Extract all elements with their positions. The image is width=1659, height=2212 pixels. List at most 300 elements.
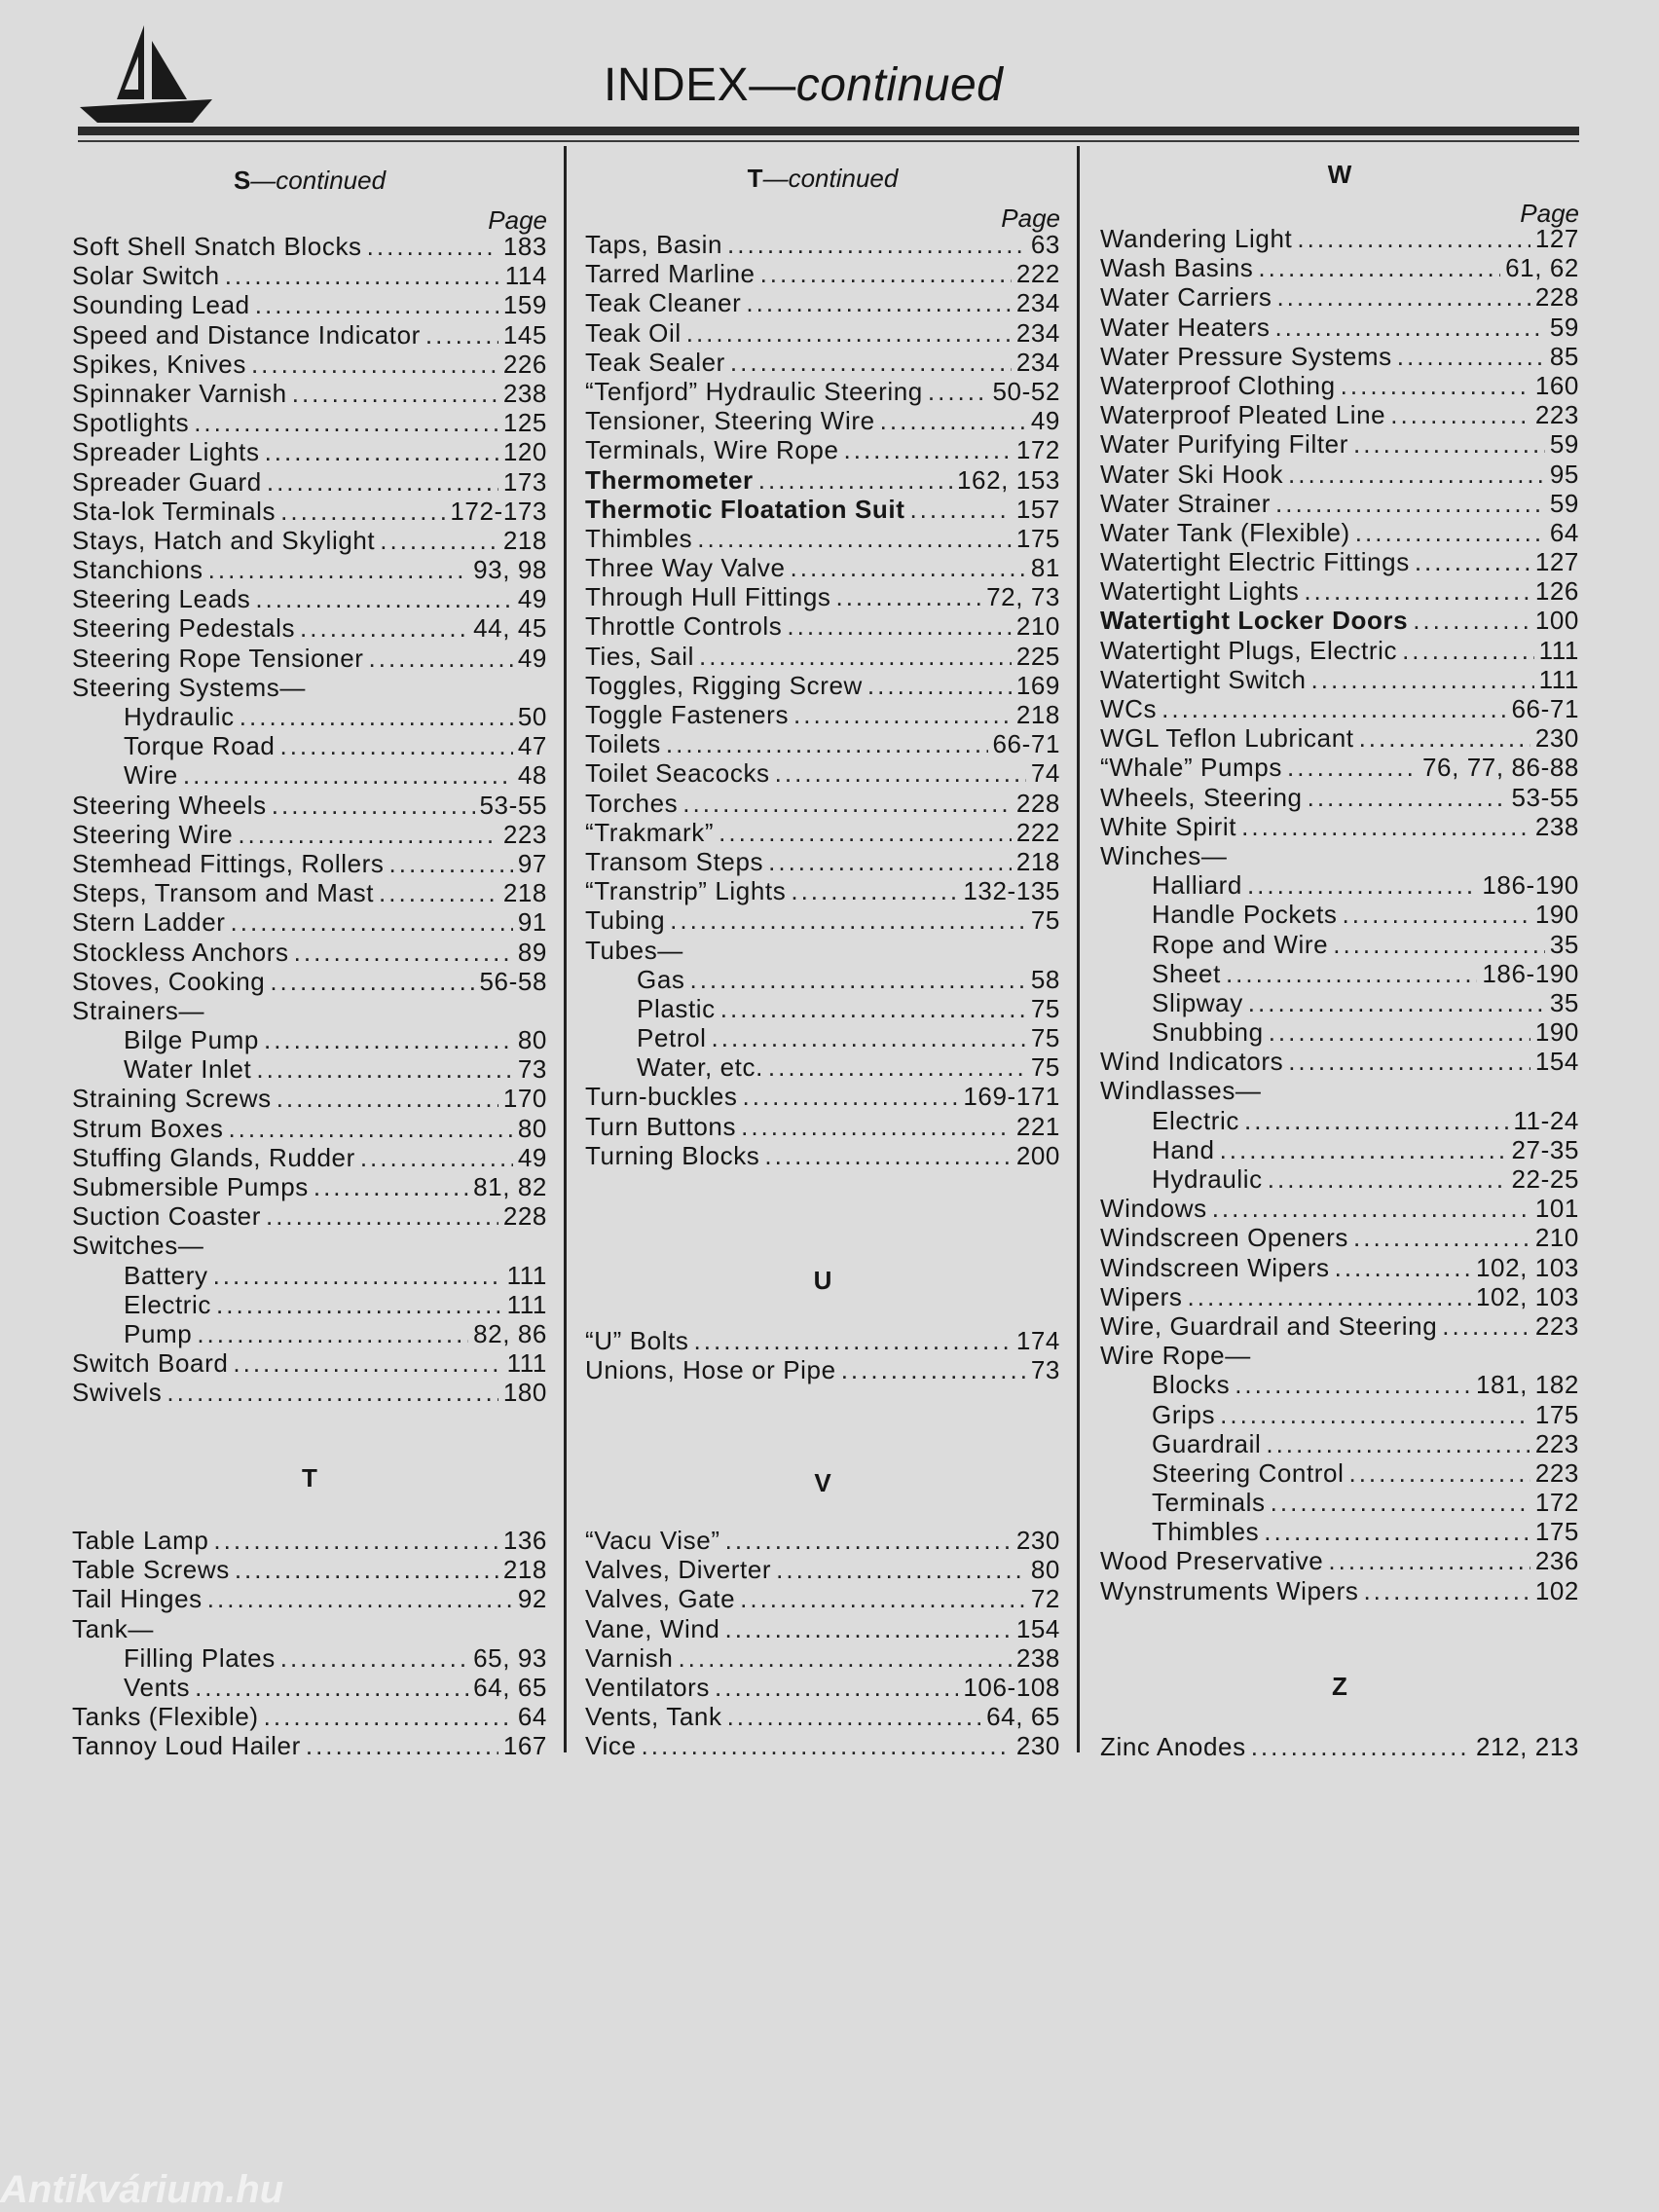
entry-term: Electric [1152,1105,1240,1135]
index-group-heading [1100,1341,1579,1370]
entry-page: 50-52 [992,376,1060,406]
entry-term: Tannoy Loud Hailer [72,1731,301,1761]
entry-page: 223 [1534,400,1579,430]
entry-term: Varnish [585,1642,674,1673]
dot-leader [266,1201,498,1232]
entry-page: 200 [1015,1140,1060,1170]
entry-page: 74 [1030,758,1060,789]
dot-leader [1271,1488,1530,1518]
dot-leader [746,288,1011,318]
dot-leader [768,1052,1026,1083]
dot-leader [1268,1164,1507,1195]
dot-leader [1397,342,1545,372]
entry-term: Watertight Electric Fittings [1100,547,1410,577]
entry-page: 228 [502,1201,547,1232]
entry-term: Spinnaker Varnish [72,378,287,408]
dot-leader [306,1731,498,1761]
dot-leader [768,847,1012,877]
entry-term: Wire, Guardrail and Steering [1100,1310,1438,1341]
index-entry [1100,400,1579,429]
index-entry [1100,547,1579,576]
index-entry [72,526,547,555]
index-entry [585,1141,1060,1170]
entry-term: Windscreen Openers [1100,1223,1349,1253]
entry-term: Grips [1152,1399,1216,1429]
entry-page: 218 [1015,700,1060,729]
entry-term: Battery [124,1260,208,1290]
index-subentry [72,731,547,760]
entry-page: 111 [1538,635,1579,665]
dot-leader [776,1555,1026,1585]
entry-page: 63 [1030,230,1060,259]
index-entry [72,1172,547,1201]
entry-page: 126 [1534,576,1579,607]
entry-page: 236 [1534,1546,1579,1576]
entry-term: Submersible Pumps [72,1172,309,1201]
title-main: INDEX— [604,59,796,111]
index-entry [585,611,1060,641]
entry-page: 72, 73 [986,582,1060,612]
index-entry [1100,1546,1579,1575]
entry-page: 111 [506,1260,547,1290]
entry-page: 27-35 [1511,1134,1579,1164]
index-group-heading [72,673,547,702]
entry-term: Rope and Wire [1152,929,1329,959]
dot-leader [1276,282,1530,313]
dot-leader [642,1731,1012,1761]
index-entry [1100,636,1579,665]
entry-term: Water Heaters [1100,312,1271,342]
section-heading-v: V [814,1468,831,1497]
entry-page: 22-25 [1511,1164,1579,1194]
index-subentry [585,965,1060,994]
dot-leader [727,1702,982,1732]
index-entry [72,1702,547,1731]
entry-term: Wynstruments Wipers [1100,1575,1359,1605]
index-entry [585,905,1060,935]
entry-term: Thimbles [585,523,693,553]
entry-page: 53-55 [1511,782,1579,812]
page-title [604,58,1110,112]
dot-leader [1269,1017,1530,1048]
entry-term: Watertight Locker Doors [1100,606,1409,636]
index-subentry [1100,1017,1579,1047]
index-entry [1100,224,1579,253]
entry-term: Suction Coaster [72,1201,261,1232]
entry-page: 125 [502,408,547,438]
dot-leader [1247,870,1477,901]
entry-page: 159 [502,290,547,320]
entry-page: 212, 213 [1475,1732,1579,1761]
entry-term: Steering Systems— [72,672,306,702]
entry-term: Three Way Valve [585,553,786,583]
entry-page: 172 [1534,1488,1579,1518]
entry-term: Stanchions [72,555,203,585]
entry-page: 190 [1534,1017,1579,1048]
dot-leader [213,1261,502,1291]
entry-term: Ventilators [585,1672,711,1702]
index-entry [1100,753,1579,782]
index-entry [585,1643,1060,1673]
index-group-heading [1100,841,1579,870]
entry-page: 223 [1534,1310,1579,1341]
entry-page: 210 [1534,1223,1579,1253]
entry-list [1100,1732,1579,1761]
entry-term: Water Strainer [1100,488,1272,518]
entry-term: Wire [124,760,178,791]
index-entry [585,288,1060,317]
entry-term: Throttle Controls [585,611,783,642]
entry-page: 89 [517,937,547,967]
entry-page: 234 [1015,288,1060,318]
entry-term: “Whale” Pumps [1100,753,1282,783]
entry-term: Waterproof Pleated Line [1100,400,1386,430]
entry-page: 180 [502,1378,547,1408]
entry-term: Toilets [585,729,661,759]
entry-page: 145 [502,319,547,350]
entry-term: Stemhead Fittings, Rollers [72,848,385,878]
dot-leader [699,642,1012,672]
index-subentry [585,994,1060,1023]
dot-leader [670,905,1026,936]
entry-term: Taps, Basin [585,230,723,259]
entry-term: Steering Pedestals [72,613,296,644]
index-entry [585,1584,1060,1613]
dot-leader [1328,1546,1530,1576]
index-entry [72,1114,547,1143]
dot-leader [1442,1311,1530,1342]
section-heading-w: W [1327,160,1352,189]
section-heading-u: U [813,1266,832,1295]
index-entry [585,818,1060,847]
entry-page: 81 [1030,553,1060,583]
index-entry [72,938,547,967]
entry-term: Watertight Plugs, Electric [1100,635,1398,665]
index-entry [585,435,1060,464]
entry-page: 49 [517,643,547,673]
dot-leader [1235,1370,1471,1400]
dot-leader [233,1348,501,1379]
index-entry [585,876,1060,905]
section-heading-z: Z [1332,1672,1347,1701]
index-entry [72,1143,547,1172]
entry-page: 75 [1030,993,1060,1023]
entry-page: 218 [1015,846,1060,876]
index-entry [1100,665,1579,694]
entry-term: Vents, Tank [585,1702,722,1732]
dot-leader [166,1378,498,1408]
index-entry [585,406,1060,435]
dot-leader [775,758,1026,789]
entry-term: Bilge Pump [124,1025,259,1055]
entry-term: Vents [124,1672,191,1702]
index-subentry [585,1023,1060,1052]
entry-term: Vane, Wind [585,1613,720,1643]
entry-page: 127 [1534,224,1579,253]
entry-list [1100,224,1579,1605]
dot-leader [256,1054,513,1085]
entry-page: 64 [1549,517,1579,547]
entry-page: 225 [1015,641,1060,671]
entry-term: Stockless Anchors [72,937,289,967]
index-entry [1100,1732,1579,1761]
dot-leader [682,789,1012,819]
page-column-label: Page [1520,199,1579,228]
entry-list [72,1526,547,1761]
entry-page: 120 [502,437,547,467]
entry-page: 154 [1015,1613,1060,1643]
title-continued: continued [795,59,1004,111]
index-entry [585,377,1060,406]
entry-page: 162, 153 [956,464,1060,495]
header-rule [78,127,1579,135]
dot-leader [712,1023,1026,1053]
section-heading-t: T [302,1463,317,1493]
index-entry [1100,576,1579,606]
dot-leader [928,377,988,407]
dot-leader [208,555,468,585]
index-subentry [585,1052,1060,1082]
dot-leader [1311,665,1534,695]
index-group-heading [585,936,1060,965]
index-subentry [1100,959,1579,988]
entry-page: 66-71 [992,729,1060,759]
index-entry [72,261,547,290]
column-divider [564,146,567,1752]
dot-leader [1275,489,1545,519]
entry-term: Winches— [1100,840,1228,870]
index-entry [72,437,547,466]
dot-leader [380,526,498,556]
dot-leader [740,1584,1026,1614]
entry-page: 218 [502,525,547,555]
entry-list [72,232,547,1408]
entry-page: 222 [1015,817,1060,847]
entry-page: 48 [517,760,547,791]
index-entry [585,1082,1060,1111]
dot-leader [730,348,1012,378]
dot-leader [727,230,1026,260]
entry-term: Vice [585,1731,637,1761]
entry-page: 102, 103 [1475,1252,1579,1282]
index-entry [1100,694,1579,723]
dot-leader [225,261,500,291]
index-subentry [1100,900,1579,929]
dot-leader [1241,812,1530,842]
index-entry [1100,723,1579,753]
dot-leader [195,1673,468,1703]
index-subentry [1100,1458,1579,1488]
dot-leader [666,729,988,759]
index-entry [585,465,1060,495]
entry-page: 49 [517,584,547,614]
entry-page: 59 [1549,429,1579,460]
dot-leader [1248,988,1545,1018]
index-entry [72,379,547,408]
index-entry [1100,518,1579,547]
entry-term: Spikes, Knives [72,349,246,379]
page-column-label: Page [1001,203,1060,233]
dot-leader [758,465,952,496]
index-subentry [1100,1429,1579,1458]
entry-term: “Transtrip” Lights [585,876,787,906]
index-entry [1100,1194,1579,1223]
entry-page: 223 [1534,1457,1579,1488]
index-entry [72,967,547,996]
entry-term: Pump [124,1318,193,1348]
dot-leader [1188,1282,1471,1312]
entry-page: 85 [1549,341,1579,371]
index-entry [585,700,1060,729]
index-entry [1100,1311,1579,1341]
dot-leader [686,318,1012,349]
index-subentry [1100,930,1579,959]
entry-term: Torque Road [124,731,276,761]
dot-leader [1343,900,1530,930]
index-subentry [72,760,547,790]
entry-page: 102 [1534,1575,1579,1605]
index-entry [585,729,1060,758]
entry-term: Steering Wire [72,819,234,849]
entry-page: 223 [502,819,547,849]
dot-leader [841,1355,1026,1385]
entry-term: Handle Pockets [1152,900,1338,930]
index-entry [1100,429,1579,459]
dot-leader [235,1555,498,1585]
dot-leader [216,1290,502,1320]
entry-term: Plastic [637,993,716,1023]
index-entry [72,820,547,849]
entry-page: 49 [517,1142,547,1172]
entry-page: 127 [1534,547,1579,577]
entry-term: Water, etc. [637,1052,763,1083]
index-subentry [1100,1370,1579,1399]
index-entry [585,318,1060,348]
dot-leader [379,878,498,908]
entry-term: Watertight Switch [1100,664,1307,694]
dot-leader [1353,429,1545,460]
entry-term: Water Purifying Filter [1100,429,1348,460]
entry-page: 66-71 [1511,694,1579,723]
dot-leader [228,1114,512,1144]
index-entry [72,350,547,379]
index-entry [72,791,547,820]
entry-term: Water Tank (Flexible) [1100,517,1350,547]
header-rule-thin [78,140,1579,142]
entry-page: 175 [1534,1399,1579,1429]
entry-term: Valves, Diverter [585,1555,772,1585]
entry-term: Sheet [1152,958,1221,988]
entry-term: Wood Preservative [1100,1546,1324,1576]
index-entry [72,907,547,937]
entry-page: 226 [502,349,547,379]
dot-leader [272,791,475,821]
dot-leader [760,259,1012,289]
dot-leader [207,1584,513,1614]
index-entry [585,1526,1060,1555]
entry-term: Petrol [637,1023,707,1053]
entry-list [585,230,1060,1170]
dot-leader [292,379,498,409]
entry-term: Ties, Sail [585,641,694,671]
dot-leader [1220,1400,1530,1430]
index-entry [72,613,547,643]
entry-term: Straining Screws [72,1084,272,1114]
entry-term: Tail Hinges [72,1584,203,1614]
index-entry [72,555,547,584]
index-entry [1100,460,1579,489]
dot-leader [1308,783,1507,813]
dot-leader [1244,1106,1508,1136]
entry-term: Switch Board [72,1348,229,1379]
index-subentry [1100,1488,1579,1517]
dot-leader [694,1326,1012,1356]
entry-term: Strainers— [72,995,205,1025]
index-subentry [72,702,547,731]
dot-leader [1390,400,1530,430]
index-entry [72,290,547,319]
index-subentry [72,1025,547,1054]
index-subentry [72,1673,547,1702]
entry-term: Tubes— [585,935,683,965]
entry-term: Waterproof Clothing [1100,370,1336,400]
entry-page: 73 [517,1054,547,1085]
dot-leader [1288,460,1545,490]
index-entry [1100,371,1579,400]
dot-leader [1212,1194,1530,1224]
dot-leader [725,1526,1012,1556]
entry-term: Windlasses— [1100,1076,1262,1106]
entry-page: 167 [502,1731,547,1761]
entry-term: Tensioner, Steering Wire [585,406,875,436]
entry-page: 102, 103 [1475,1281,1579,1311]
entry-term: Toilet Seacocks [585,758,770,789]
entry-page: 92 [517,1584,547,1614]
entry-term: Steering Control [1152,1457,1345,1488]
entry-term: Torches [585,788,679,818]
entry-page: 160 [1534,370,1579,400]
entry-page: 173 [502,466,547,497]
entry-term: Steering Rope Tensioner [72,643,364,673]
dot-leader [867,671,1012,701]
entry-term: Stern Ladder [72,907,226,938]
index-group-heading [72,996,547,1025]
entry-page: 170 [502,1084,547,1114]
dot-leader [267,467,498,498]
entry-term: Halliard [1152,870,1242,901]
entry-page: 59 [1549,488,1579,518]
dot-leader [764,1141,1011,1171]
entry-page: 65, 93 [473,1642,547,1673]
entry-page: 100 [1534,606,1579,636]
entry-page: 175 [1015,523,1060,553]
dot-leader [719,818,1012,848]
entry-page: 169 [1015,670,1060,700]
entry-term: Snubbing [1152,1017,1264,1048]
entry-term: White Spirit [1100,811,1237,841]
entry-list [585,1326,1060,1384]
entry-term: Spreader Guard [72,466,262,497]
entry-term: Water Carriers [1100,282,1272,313]
index-group-heading [1100,1076,1579,1105]
index-entry [585,1731,1060,1760]
dot-leader [280,497,445,527]
entry-term: Teak Cleaner [585,288,742,318]
index-entry [72,1348,547,1378]
entry-page: 76, 77, 86-88 [1421,753,1579,783]
entry-page: 80 [517,1025,547,1055]
dot-leader [255,290,498,320]
